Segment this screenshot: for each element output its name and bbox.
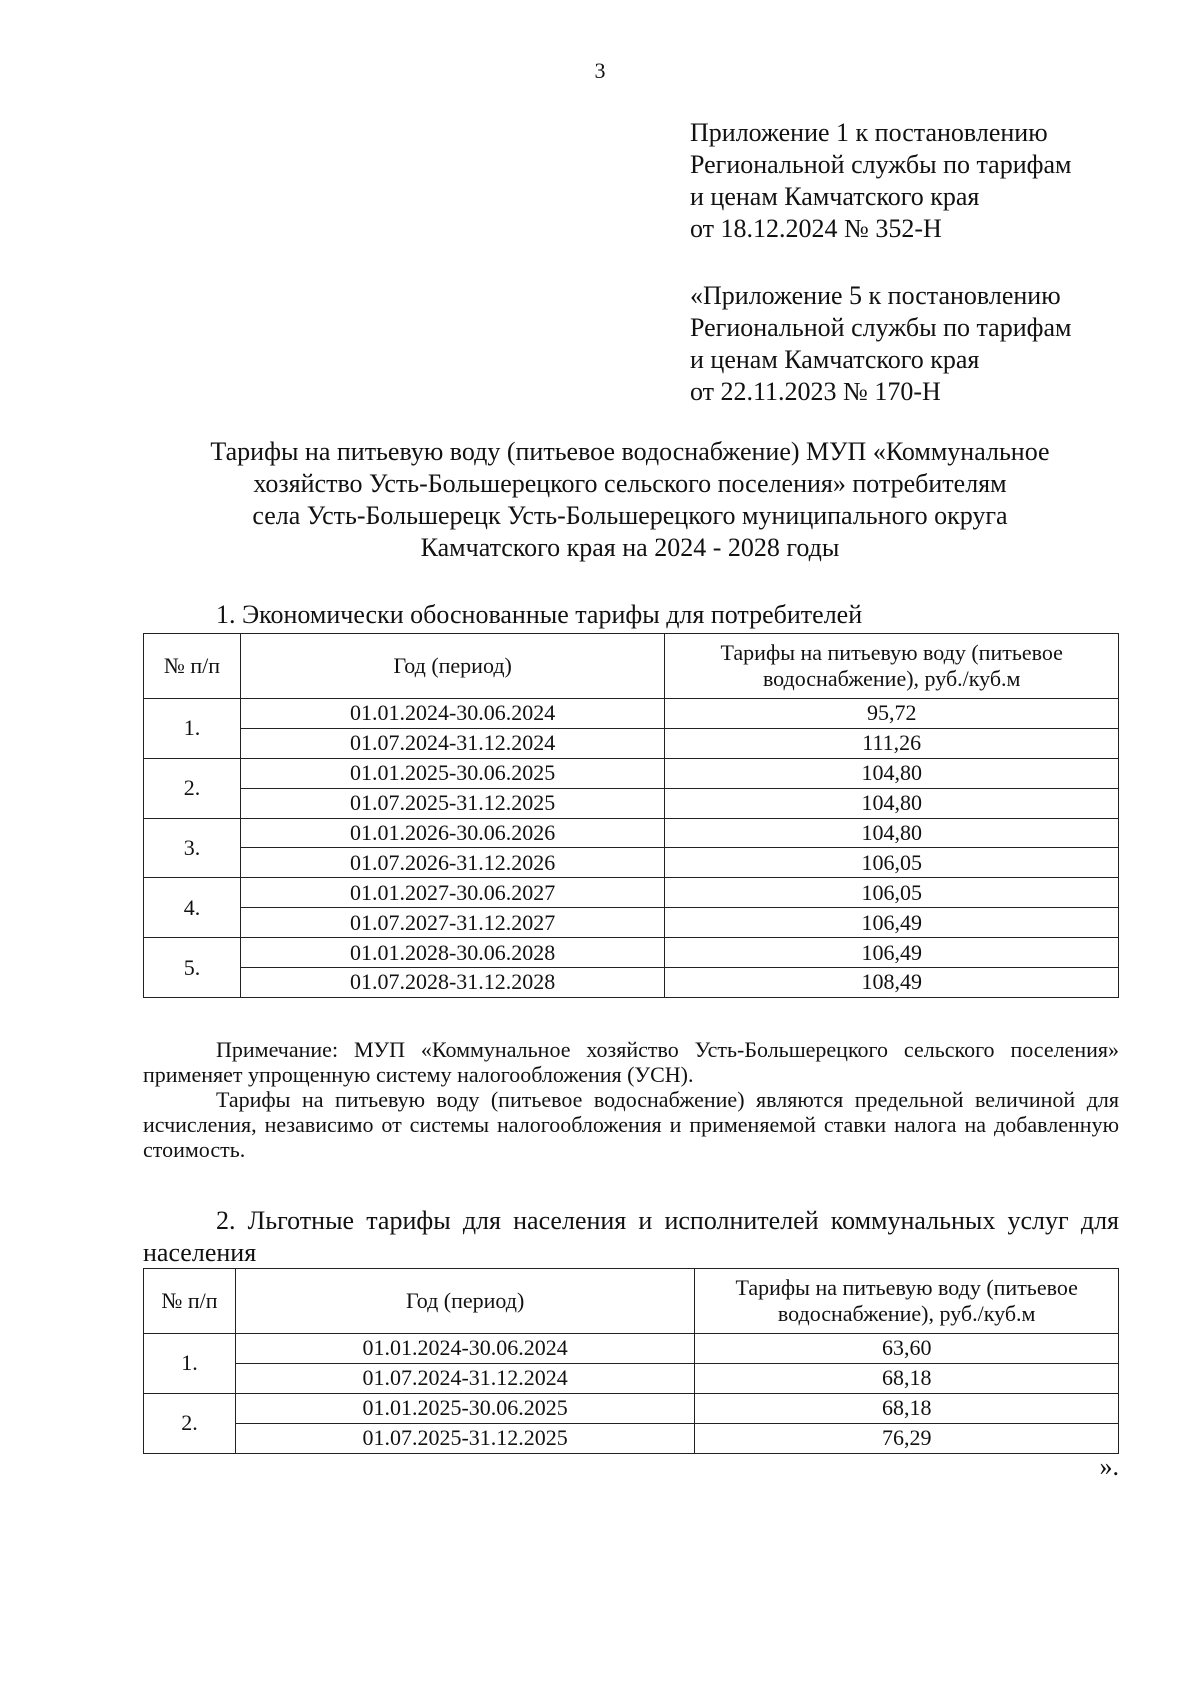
- tariff-cell: 76,29: [695, 1423, 1119, 1453]
- header-tariff-line: водоснабжение), руб./куб.м: [762, 666, 1021, 691]
- header-tariff-line: Тарифы на питьевую воду (питьевое: [735, 1275, 1078, 1300]
- section-1-heading: 1. Экономически обоснованные тарифы для потребителей: [216, 600, 863, 629]
- note-paragraph: Тарифы на питьевую воду (питьевое водоснабжение) являются предельной величиной для исчисления, независимо от системы налогообложения и применяемой ставки налога на добавленную стоимость.: [143, 1087, 1119, 1162]
- table-row: [144, 758, 1119, 788]
- tariff-cell: 104,80: [665, 818, 1119, 848]
- table-row: [144, 848, 1119, 878]
- period-cell: 01.01.2025-30.06.2025: [240, 758, 665, 788]
- header-period: Год (период): [235, 1269, 694, 1334]
- tariff-cell: 106,49: [665, 938, 1119, 968]
- header-tariff: [665, 634, 1119, 699]
- period-cell: 01.01.2024-30.06.2024: [235, 1334, 694, 1364]
- table-header-row: [144, 1269, 1119, 1334]
- header-tariff: [695, 1269, 1119, 1334]
- period-cell: 01.07.2025-31.12.2025: [240, 788, 665, 818]
- annex-5-header: [690, 280, 1071, 408]
- period-cell: 01.07.2024-31.12.2024: [235, 1363, 694, 1393]
- tariff-cell: 106,05: [665, 878, 1119, 908]
- row-number: 4.: [144, 878, 241, 938]
- annex-1-line: Региональной службы по тарифам: [690, 150, 1072, 179]
- annex-5-line: Региональной службы по тарифам: [690, 313, 1072, 342]
- row-number: 1.: [144, 1334, 236, 1394]
- table-row: [144, 1334, 1119, 1364]
- period-cell: 01.01.2026-30.06.2026: [240, 818, 665, 848]
- economic-tariffs-table: [143, 633, 1119, 998]
- table-row: [144, 968, 1119, 998]
- tariff-cell: 63,60: [695, 1334, 1119, 1364]
- annex-1-line: от 18.12.2024 № 352-Н: [690, 214, 942, 243]
- annex-5-line: от 22.11.2023 № 170-Н: [690, 377, 941, 406]
- header-number: № п/п: [144, 1269, 236, 1334]
- header-number: № п/п: [144, 634, 241, 699]
- table-row: [144, 1363, 1119, 1393]
- table-row: [144, 728, 1119, 758]
- table-row: [144, 818, 1119, 848]
- tariff-cell: 108,49: [665, 968, 1119, 998]
- annex-1-header: [690, 117, 1071, 245]
- tariff-cell: 68,18: [695, 1363, 1119, 1393]
- period-cell: 01.01.2027-30.06.2027: [240, 878, 665, 908]
- title-line: села Усть-Большерецк Усть-Большерецкого муниципального округа: [252, 501, 1008, 530]
- row-number: 2.: [144, 758, 241, 818]
- period-cell: 01.07.2026-31.12.2026: [240, 848, 665, 878]
- table-row: [144, 1423, 1119, 1453]
- table-header-row: [144, 634, 1119, 699]
- table-row: [144, 938, 1119, 968]
- annex-5-line: и ценам Камчатского края: [690, 345, 980, 374]
- period-cell: 01.01.2025-30.06.2025: [235, 1393, 694, 1423]
- title-line: хозяйство Усть-Большерецкого сельского поселения» потребителям: [253, 469, 1007, 498]
- table-row: [144, 908, 1119, 938]
- period-cell: 01.07.2027-31.12.2027: [240, 908, 665, 938]
- row-number: 1.: [144, 699, 241, 759]
- tariff-cell: 104,80: [665, 758, 1119, 788]
- tariff-cell: 106,05: [665, 848, 1119, 878]
- annex-1-line: Приложение 1 к постановлению: [690, 118, 1048, 147]
- note-block: [143, 1037, 1119, 1162]
- preferential-tariffs-table: [143, 1268, 1119, 1454]
- header-tariff-line: Тарифы на питьевую воду (питьевое: [720, 640, 1063, 665]
- header-period: Год (период): [240, 634, 665, 699]
- row-number: 5.: [144, 938, 241, 998]
- row-number: 3.: [144, 818, 241, 878]
- title-line: Камчатского края на 2024 - 2028 годы: [420, 533, 840, 562]
- table-row: [144, 788, 1119, 818]
- page-number: 3: [594, 58, 606, 83]
- period-cell: 01.07.2024-31.12.2024: [240, 728, 665, 758]
- tariff-cell: 104,80: [665, 788, 1119, 818]
- note-paragraph: Примечание: МУП «Коммунальное хозяйство Усть-Большерецкого сельского поселения» применяет упрощенную систему налогообложения (УСН).: [143, 1037, 1119, 1087]
- annex-1-line: и ценам Камчатского края: [690, 182, 980, 211]
- table-row: [144, 699, 1119, 729]
- table-row: [144, 878, 1119, 908]
- period-cell: 01.07.2025-31.12.2025: [235, 1423, 694, 1453]
- tariff-cell: 106,49: [665, 908, 1119, 938]
- table-row: [144, 1393, 1119, 1423]
- row-number: 2.: [144, 1393, 236, 1453]
- annex-5-line: «Приложение 5 к постановлению: [690, 281, 1061, 310]
- closing-quote-mark: ».: [1099, 1452, 1119, 1481]
- header-tariff-line: водоснабжение), руб./куб.м: [777, 1301, 1036, 1326]
- section-2-heading: 2. Льготные тарифы для населения и исполнителей коммунальных услуг для населения: [143, 1206, 1119, 1267]
- period-cell: 01.07.2028-31.12.2028: [240, 968, 665, 998]
- tariff-cell: 95,72: [665, 699, 1119, 729]
- document-title: [150, 436, 1110, 564]
- period-cell: 01.01.2024-30.06.2024: [240, 699, 665, 729]
- tariff-cell: 68,18: [695, 1393, 1119, 1423]
- tariff-cell: 111,26: [665, 728, 1119, 758]
- title-line: Тарифы на питьевую воду (питьевое водоснабжение) МУП «Коммунальное: [210, 437, 1050, 466]
- period-cell: 01.01.2028-30.06.2028: [240, 938, 665, 968]
